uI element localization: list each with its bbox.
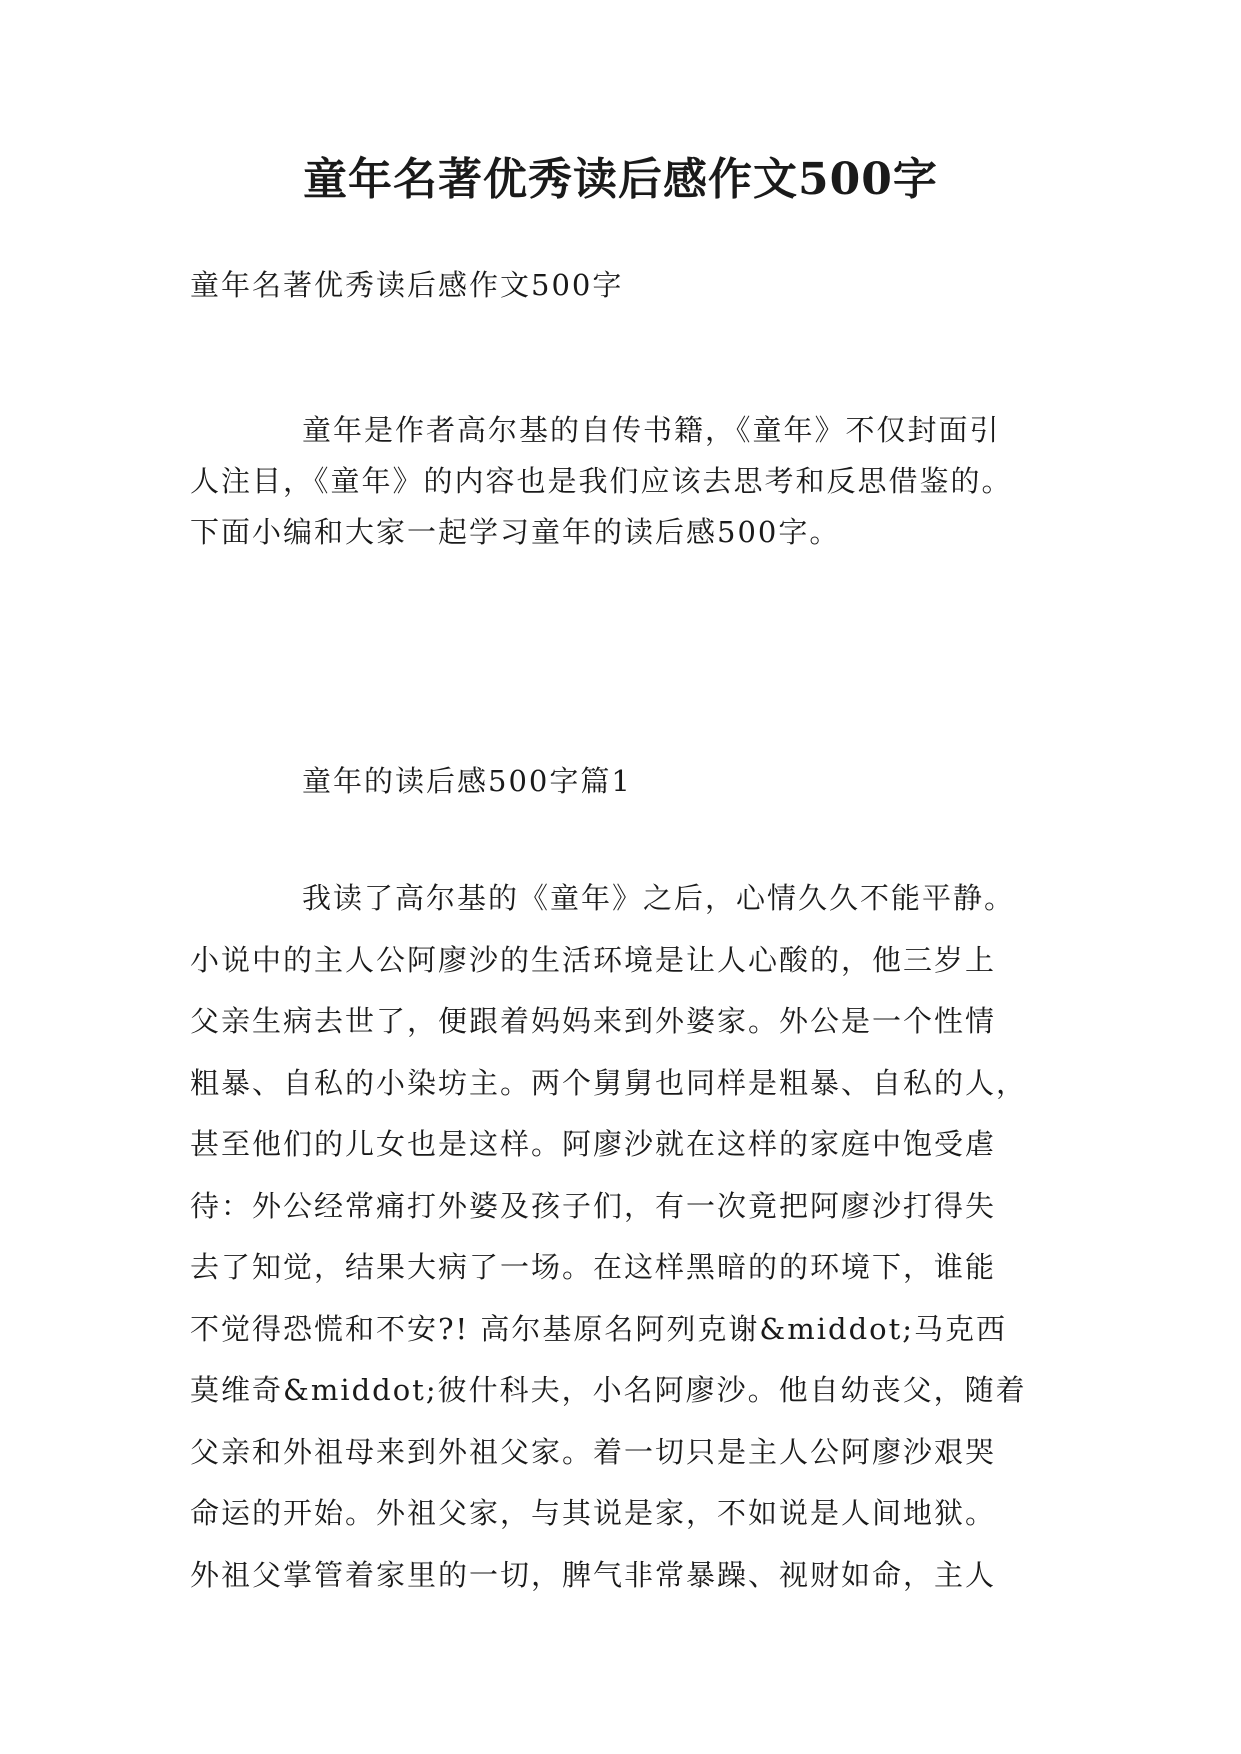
body-line: 甚至他们的儿女也是这样。阿廖沙就在这样的家庭中饱受虐	[190, 1127, 997, 1161]
body-line: 去了知觉，结果大病了一场。在这样黑暗的的环境下，谁能	[190, 1250, 997, 1284]
body-line: 待：外公经常痛打外婆及孩子们，有一次竟把阿廖沙打得失	[190, 1188, 997, 1223]
intro-paragraph	[190, 405, 1070, 558]
document-title: 童年名著优秀读后感作文500字	[303, 154, 938, 205]
document-subtitle: 童年名著优秀读后感作文500字	[190, 268, 624, 302]
body-line: 命运的开始。外祖父家，与其说是家，不如说是人间地狱。	[190, 1496, 997, 1530]
body-line: 父亲和外祖母来到外祖父家。着一切只是主人公阿廖沙艰哭	[190, 1434, 997, 1469]
section-heading: 童年的读后感500字篇1	[302, 764, 632, 798]
body-line: 不觉得恐慌和不安?! 高尔基原名阿列克谢&middot;马克西	[190, 1311, 1008, 1346]
intro-line: 人注目，《童年》的内容也是我们应该去思考和反思借鉴的。	[190, 464, 1013, 498]
body-line: 粗暴、自私的小染坊主。两个舅舅也同样是粗暴、自私的人，	[190, 1065, 1028, 1100]
body-line: 莫维奇&middot;彼什科夫，小名阿廖沙。他自幼丧父，随着	[190, 1373, 1027, 1407]
body-line: 父亲生病去世了，便跟着妈妈来到外婆家。外公是一个性情	[190, 1004, 997, 1038]
intro-line: 下面小编和大家一起学习童年的读后感500字。	[190, 515, 841, 549]
body-line: 我读了高尔基的《童年》之后，心情久久不能平静。	[302, 881, 1016, 915]
body-paragraph	[190, 868, 1070, 1606]
body-line: 小说中的主人公阿廖沙的生活环境是让人心酸的，他三岁上	[190, 942, 997, 977]
body-line: 外祖父掌管着家里的一切，脾气非常暴躁、视财如命，主人	[190, 1557, 997, 1592]
intro-line: 童年是作者高尔基的自传书籍，《童年》不仅封面引	[302, 413, 1001, 447]
